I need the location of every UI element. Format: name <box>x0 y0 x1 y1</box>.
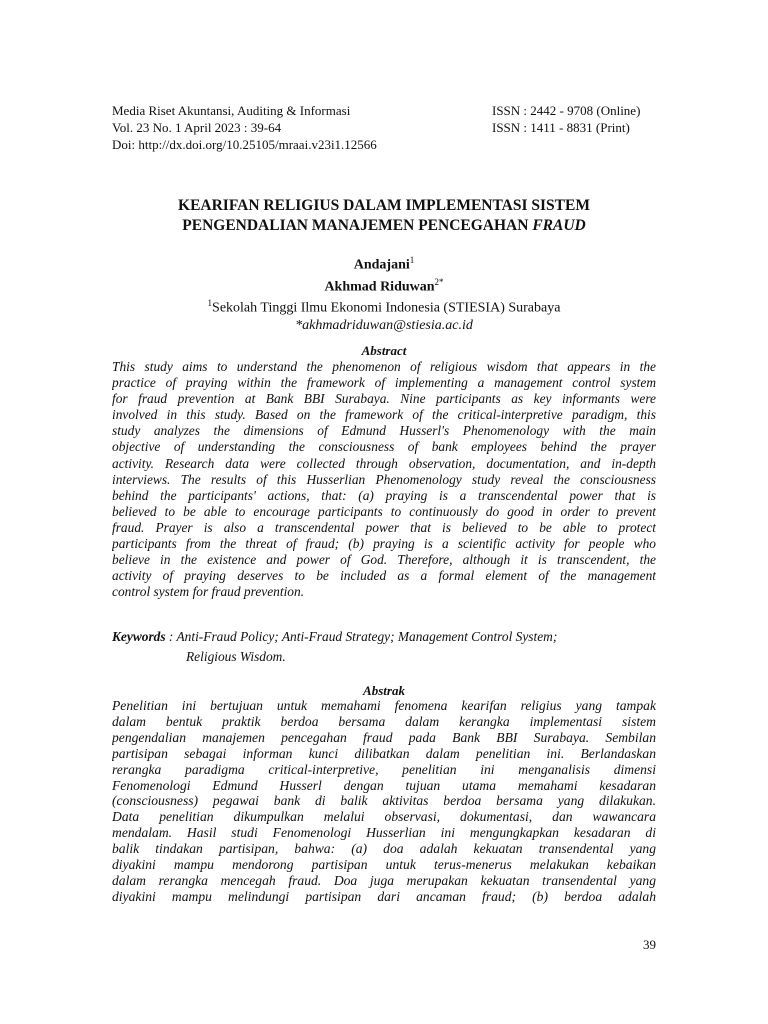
abstract-body-id <box>112 698 656 905</box>
abstract-en-line: practice of praying within the framework of implementing a management control system <box>112 375 656 391</box>
abstract-en-line: for fraud prevention at Bank BBI Surabaya. Nine participants as key informants were <box>112 391 656 407</box>
affiliation-sup: 1 <box>207 298 213 309</box>
author-email[interactable]: *akhmadriduwan@stiesia.ac.id <box>295 317 473 333</box>
abstract-id-line: pengendalian manajemen pencegahan fraud pada Bank BBI Surabaya. Sembilan <box>112 729 656 745</box>
issn-print: ISSN : 1411 - 8831 (Print) <box>492 120 630 135</box>
abstract-id-line: balik tindakan partisipan, bahwa: (a) doa adalah kekuatan transendental yang <box>112 841 656 857</box>
abstract-id-line: diyakini mampu mendorong partisipan untuk terus-menerus melakukan kebaikan <box>112 857 656 873</box>
title-line-1: KEARIFAN RELIGIUS DALAM IMPLEMENTASI SISTEM <box>178 197 590 214</box>
keywords <box>112 627 656 667</box>
author-1-name: Andajani <box>353 257 410 273</box>
paper-title <box>112 196 656 236</box>
keywords-label: Keywords <box>112 629 166 644</box>
abstract-id-line: Fenomenologi Edmund Husserl dengan tujuan utama memahami kesadaran <box>112 777 656 793</box>
keywords-line-2: Religious Wisdom. <box>186 649 286 664</box>
title-line-2 <box>112 216 656 236</box>
abstract-id-line: mendalam. Hasil studi Fenomenologi Husserlian ini mengungkapkan kesadaran di <box>112 825 656 841</box>
abstract-id-line: Penelitian ini bertujuan untuk memahami fenomena kearifan religius yang tampak <box>112 698 656 713</box>
page-number: 39 <box>643 937 656 952</box>
author-1 <box>112 252 656 274</box>
journal-doi[interactable]: Doi: http://dx.doi.org/10.25105/mraai.v23i1.12566 <box>112 137 377 152</box>
abstract-en-line: This study aims to understand the phenomenon of religious wisdom that appears in the <box>112 359 656 374</box>
abstract-en-line: interviews. The results of this Husserlian Phenomenology study reveal the consciousness <box>112 471 656 487</box>
abstract-body-en <box>112 359 656 600</box>
title-line-2-italic: FRAUD <box>532 217 586 234</box>
author-1-sup: 1 <box>409 255 415 265</box>
abstract-heading-id: Abstrak <box>363 683 405 698</box>
issn-online: ISSN : 2442 - 9708 (Online) <box>492 103 641 118</box>
journal-header-right <box>492 102 692 136</box>
author-2-sup: 2* <box>434 276 444 287</box>
journal-name: Media Riset Akuntansi, Auditing & Informasi <box>112 103 351 118</box>
abstract-en-line: objective of understanding the consciousness of bank employees behind the prayer <box>112 439 656 455</box>
abstract-en-line: control system for fraud prevention. <box>112 584 305 600</box>
abstract-en-line: believe in the existence and power of God. Therefore, although it is transcendent, the <box>112 552 656 568</box>
keywords-line-1: : Anti-Fraud Policy; Anti-Fraud Strategy; Management Control System; <box>165 629 558 644</box>
abstract-heading-en: Abstract <box>361 343 407 358</box>
journal-header-left <box>112 102 482 153</box>
affiliation-text: Sekolah Tinggi Ilmu Ekonomi Indonesia (STIESIA) Surabaya <box>212 300 561 316</box>
abstract-id-line: (consciousness) pegawai bank di balik aktivitas berdoa bersama yang dilakukan. <box>112 793 656 809</box>
abstract-en-line: activity of praying deserves to be included as a formal element of the management <box>112 568 656 584</box>
author-2-name: Akhmad Riduwan <box>324 279 435 295</box>
abstract-id-line: dalam bentuk praktik berdoa bersama dalam kerangka implementasi sistem <box>112 713 656 729</box>
abstract-en-line: study analyzes the dimensions of Edmund Husserl's Phenomenology with the main <box>112 423 656 439</box>
abstract-en-line: believed to be able to encourage participants to continuously do good in order to prevent <box>112 503 656 519</box>
abstract-id-line: dalam rerangka mencegah fraud. Doa juga merupakan kekuatan transendental yang <box>112 872 656 888</box>
abstract-id-line: diyakini mampu melindungi partisipan dari ancaman fraud; (b) berdoa adalah <box>112 888 656 904</box>
abstract-id-line: Data penelitian dikumpulkan melalui observasi, dokumentasi, dan wawancara <box>112 809 656 825</box>
abstract-en-line: behind the participants' actions, that: (a) praying is a transcendental power that is <box>112 487 656 503</box>
abstract-en-line: fraud. Prayer is also a transcendental power that is believed to be able to protect <box>112 519 656 535</box>
abstract-id-line: rerangka paradigma critical-interpretive, penelitian ini menganalisis dimensi <box>112 761 656 777</box>
affiliation <box>112 295 656 317</box>
abstract-en-line: involved in this study. Based on the framework of the critical-interpretive paradigm, this <box>112 407 656 423</box>
author-block <box>112 252 656 334</box>
abstract-id-line: partisipan sebagai informan kunci dilibatkan dalam penelitian ini. Berlandaskan <box>112 745 656 761</box>
title-line-2-main: PENGENDALIAN MANAJEMEN PENCEGAHAN <box>182 217 533 234</box>
abstract-en-line: activity. Research data were collected through observation, documentation, and in-depth <box>112 455 656 471</box>
author-2 <box>112 274 656 296</box>
abstract-en-line: participants from the threat of fraud; (b) praying is a scientific activity for people who <box>112 536 656 552</box>
journal-volume: Vol. 23 No. 1 April 2023 : 39-64 <box>112 120 282 135</box>
